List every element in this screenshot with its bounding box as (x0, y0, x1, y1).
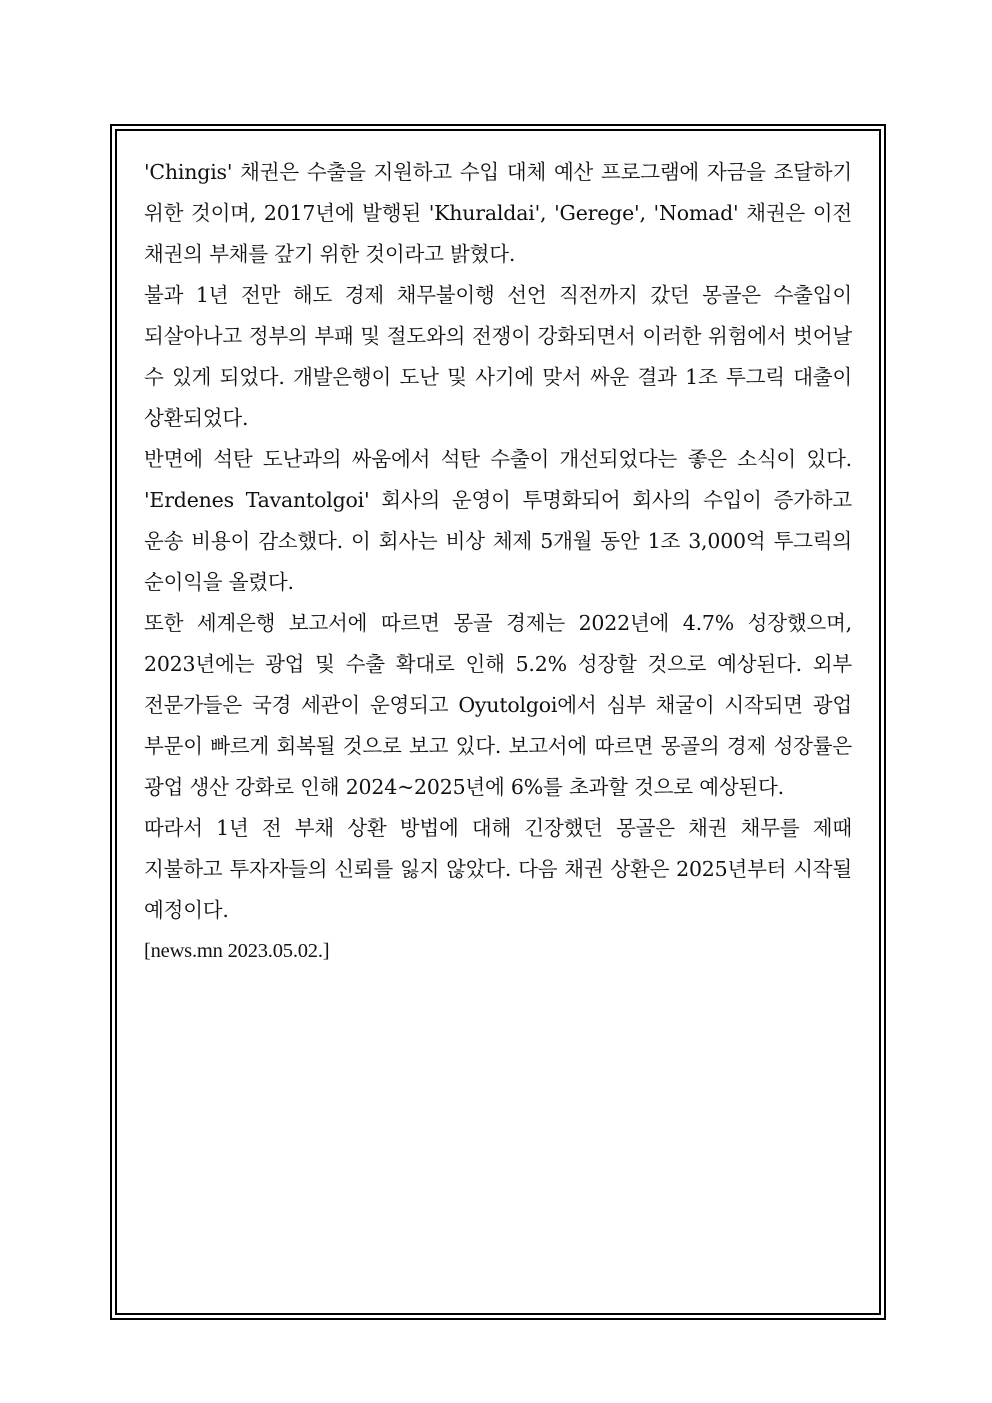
source-citation: [news.mn 2023.05.02.] (144, 940, 330, 962)
paragraph-default-risk: 불과 1년 전만 해도 경제 채무불이행 선언 직전까지 갔던 몽골은 수출입이 되살아나고 정부의 부패 및 절도와의 전쟁이 강화되면서 이러한 위험에서 벗어날 수 있게 되었다. 개발은행이 도난 및 사기에 맞서 싸운 결과 1조 투그릭 대출이 상환되었다. (144, 283, 852, 430)
article-body (144, 152, 852, 972)
paragraph-chingis-bonds: 'Chingis' 채권은 수출을 지원하고 수입 대체 예산 프로그램에 자금을 조달하기 위한 것이며, 2017년에 발행된 'Khuraldai', 'Gerege', 'Nomad' 채권은 이전 채권의 부채를 갚기 위한 것이라고 밝혔다. (144, 160, 852, 266)
paragraph-world-bank-report: 또한 세계은행 보고서에 따르면 몽골 경제는 2022년에 4.7% 성장했으며, 2023년에는 광업 및 수출 확대로 인해 5.2% 성장할 것으로 예상된다. 외부 전문가들은 국경 세관이 운영되고 Oyutolgoi에서 심부 채굴이 시작되면 광업 부문이 빠르게 회복될 것으로 보고 있다. 보고서에 따르면 몽골의 경제 성장률은 광업 생산 강화로 인해 2024~2025년에 6%를 초과할 것으로 예상된다. (144, 611, 852, 799)
paragraph-coal-exports: 반면에 석탄 도난과의 싸움에서 석탄 수출이 개선되었다는 좋은 소식이 있다. 'Erdenes Tavantolgoi' 회사의 운영이 투명화되어 회사의 수입이 증가하고 운송 비용이 감소했다. 이 회사는 비상 체제 5개월 동안 1조 3,000억 투그릭의 순이익을 올렸다. (144, 447, 852, 594)
paragraph-bond-repayment: 따라서 1년 전 부채 상환 방법에 대해 긴장했던 몽골은 채권 채무를 제때 지불하고 투자자들의 신뢰를 잃지 않았다. 다음 채권 상환은 2025년부터 시작될 예정이다. (144, 816, 852, 922)
